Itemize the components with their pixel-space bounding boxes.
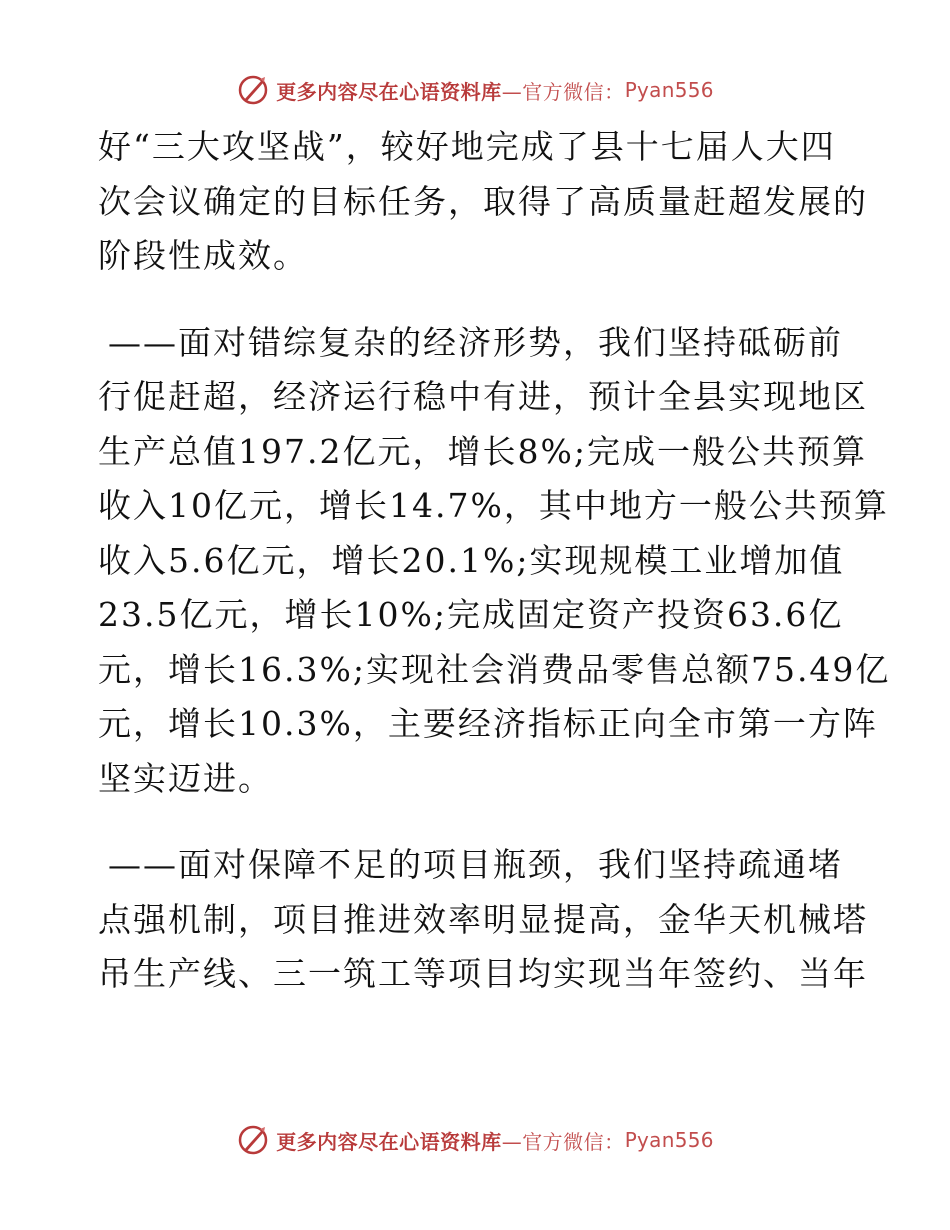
text-line: 生产总值197.2亿元，增长8%;完成一般公共预算 [98, 431, 867, 471]
text-line: 收入10亿元，增长14.7%，其中地方一般公共预算 [98, 486, 889, 525]
paragraph-1 [98, 120, 868, 284]
paragraph-3 [98, 838, 868, 1002]
watermark-id-text: Pyan556 [624, 78, 714, 102]
text-line: 元，增长10.3%，主要经济指标正向全市第一方阵 [98, 704, 878, 743]
header-watermark [0, 70, 950, 110]
text-line: 吊生产线、三一筑工等项目均实现当年签约、当年 [98, 954, 868, 993]
text-line: 收入5.6亿元，增长20.1%;实现规模工业增加值 [98, 540, 845, 580]
text-line: 坚实迈进。 [98, 758, 273, 798]
quill-circle-icon [236, 1123, 270, 1157]
text-line: ——面对保障不足的项目瓶颈，我们坚持疏通堵 [108, 845, 843, 884]
watermark-id-text: Pyan556 [624, 1128, 714, 1152]
text-line: 23.5亿元，增长10%;完成固定资产投资63.6亿 [98, 595, 844, 634]
text-line: 行促赶超，经济运行稳中有进，预计全县实现地区 [98, 377, 868, 416]
watermark-dash-text: —官方微信： [501, 79, 625, 104]
quill-circle-icon [236, 73, 270, 107]
text-line: 点强机制，项目推进效率明显提高，金华天机械塔 [98, 899, 868, 939]
footer-watermark [0, 1120, 950, 1160]
text-line: 次会议确定的目标任务，取得了高质量赶超发展的 [98, 181, 868, 221]
watermark-dash-text: —官方微信： [501, 1129, 625, 1154]
paragraph-2 [98, 316, 891, 807]
watermark-main-text: 更多内容尽在心语资料库 [276, 79, 502, 104]
watermark-main-text: 更多内容尽在心语资料库 [276, 1129, 502, 1154]
text-line: 元，增长16.3%;实现社会消费品零售总额75.49亿 [98, 649, 891, 689]
text-line: 阶段性成效。 [98, 236, 308, 275]
text-line: ——面对错综复杂的经济形势，我们坚持砥砺前 [108, 322, 843, 362]
text-line: 好“三大攻坚战”，较好地完成了县十七届人大四 [98, 127, 836, 166]
document-body [98, 120, 891, 1002]
